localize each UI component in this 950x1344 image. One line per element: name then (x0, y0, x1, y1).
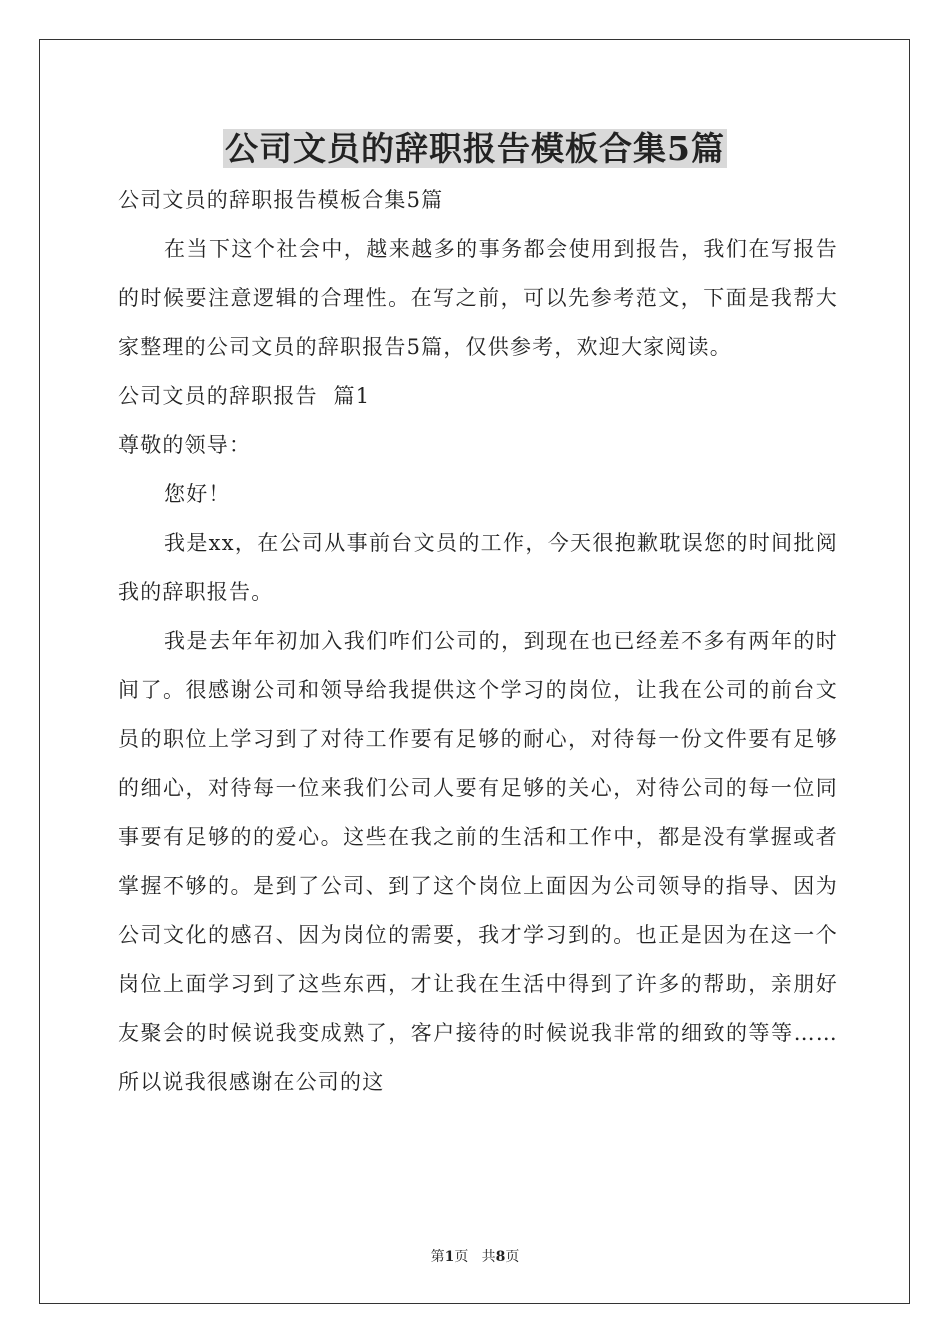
document-title-text: 公司文员的辞职报告模板合集5篇 (225, 129, 725, 168)
body-paragraph-2: 我是去年年初加入我们咋们公司的，到现在也已经差不多有两年的时间了。很感谢公司和领导给我提供这个学习的岗位，让我在公司的前台文员的职位上学习到了对待工作要有足够的耐心，对待每一份文件要有足够的细心，对待每一位来我们公司人要有足够的关心，对待公司的每一位同事要有足够的的爱心。这些在我之前的生活和工作中，都是没有掌握或者掌握不够的。是到了公司、到了这个岗位上面因为公司领导的指导、因为公司文化的感召、因为岗位的需要，我才学习到的。也正是因为在这一个岗位上面学习到了这些东西，才让我在生活中得到了许多的帮助，亲朋好友聚会的时候说我变成熟了，客户接待的时候说我非常的细致的等等……所以说我很感谢在公司的这 (118, 629, 838, 1094)
intro-paragraph: 在当下这个社会中，越来越多的事务都会使用到报告，我们在写报告的时候要注意逻辑的合理性。在写之前，可以先参考范文，下面是我帮大家整理的公司文员的辞职报告5篇，仅供参考，欢迎大家阅读。 (118, 237, 838, 359)
page-suffix: 页 (505, 1249, 520, 1265)
current-page-number: 1 (444, 1249, 455, 1265)
salutation: 尊敬的领导： (118, 433, 252, 457)
page-mid: 页 共 (454, 1249, 496, 1265)
document-subtitle: 公司文员的辞职报告模板合集5篇 (118, 188, 444, 212)
total-page-number: 8 (495, 1249, 506, 1265)
document-body (118, 176, 838, 1107)
document-title (0, 124, 950, 174)
greeting: 您好！ (164, 482, 231, 506)
section-heading: 公司文员的辞职报告 篇1 (118, 384, 371, 408)
page-footer (0, 1247, 950, 1267)
page-prefix: 第 (430, 1249, 445, 1265)
body-paragraph-1: 我是xx，在公司从事前台文员的工作，今天很抱歉耽误您的时间批阅我的辞职报告。 (118, 531, 838, 604)
